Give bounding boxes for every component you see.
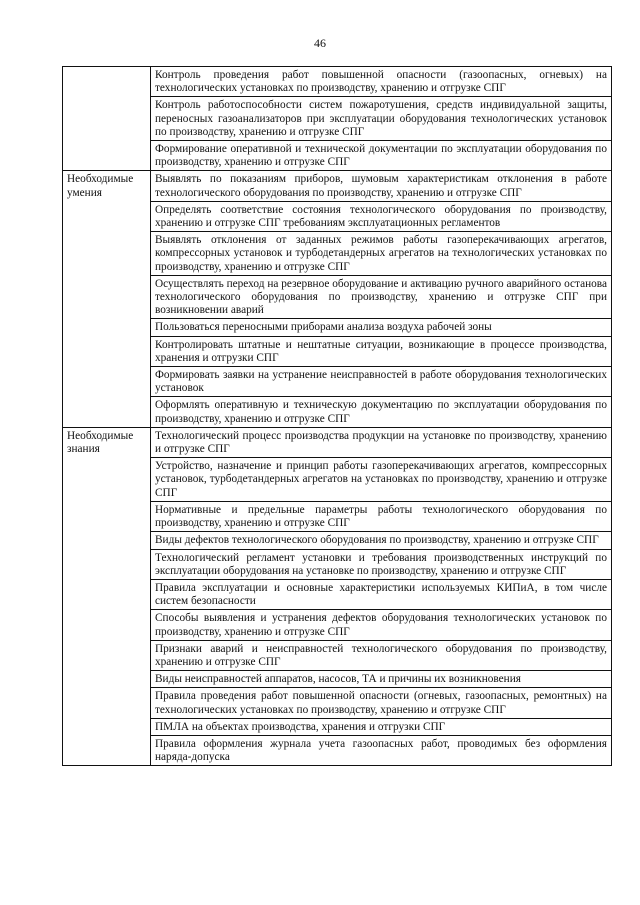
table-cell: Виды дефектов технологического оборудования по производству, хранению и отгрузке СПГ [151,532,612,549]
table-cell: Признаки аварий и неисправностей технологического оборудования по производству, хранению и отгрузке СПГ [151,640,612,670]
table-cell: Виды неисправностей аппаратов, насосов, ТА и причины их возникновения [151,671,612,688]
section-label [63,67,151,171]
table-cell: Способы выявления и устранения дефектов оборудования технологических установок по производству, хранению и отгрузке СПГ [151,610,612,640]
table-row [63,171,612,201]
table-row [63,427,612,457]
table-cell: Технологический регламент установки и требования производственных инструкций по эксплуатации оборудования на установке по производству, хранению и отгрузке СПГ [151,549,612,579]
table-cell: Оформлять оперативную и техническую документацию по эксплуатации оборудования по производству, хранению и отгрузке СПГ [151,397,612,427]
table-cell: Правила оформления журнала учета газоопасных работ, проводимых без оформления наряда-допуска [151,735,612,765]
table-cell: Осуществлять переход на резервное оборудование и активацию ручного аварийного останова технологического оборудования по производству, хранению и отгрузке СПГ при возникновении аварий [151,275,612,319]
table-cell: Технологический процесс производства продукции на установке по производству, хранению и отгрузке СПГ [151,427,612,457]
table-cell: Правила эксплуатации и основные характеристики используемых КИПиА, в том числе систем безопасности [151,579,612,609]
table-cell: Нормативные и предельные параметры работы технологического оборудования по производству, хранению и отгрузке СПГ [151,501,612,531]
section-label: Необходимые знания [63,427,151,765]
section-label: Необходимые умения [63,171,151,427]
table-cell: ПМЛА на объектах производства, хранения и отгрузки СПГ [151,718,612,735]
table-cell: Формировать заявки на устранение неисправностей в работе оборудования технологических установок [151,367,612,397]
table-cell: Определять соответствие состояния технологического оборудования по производству, хранению и отгрузке СПГ требованиям эксплуатационных регламентов [151,201,612,231]
table-row [63,67,612,97]
page-number: 46 [314,36,326,50]
table-cell: Выявлять отклонения от заданных режимов работы газоперекачивающих агрегатов, компрессорных установок и турбодетандерных агрегатов на технологических установках по производству, хранению и отгрузке СПГ [151,232,612,276]
competency-table [62,66,612,766]
table-cell: Выявлять по показаниям приборов, шумовым характеристикам отклонения в работе технологического оборудования по производству, хранению и отгрузке СПГ [151,171,612,201]
table-cell: Пользоваться переносными приборами анализа воздуха рабочей зоны [151,319,612,336]
table-cell: Контролировать штатные и нештатные ситуации, возникающие в процессе производства, хранения и отгрузки СПГ [151,336,612,366]
table-cell: Контроль работоспособности систем пожаротушения, средств индивидуальной защиты, переносных газоанализаторов при эксплуатации оборудования технологических установок по производству, хранению и отгрузке СПГ [151,97,612,141]
table-cell: Устройство, назначение и принцип работы газоперекачивающих агрегатов, компрессорных установок, турбодетандерных агрегатов на установках по производству, хранению и отгрузке СПГ [151,458,612,502]
table-cell: Формирование оперативной и технической документации по эксплуатации оборудования по производству, хранению и отгрузке СПГ [151,141,612,171]
table-cell: Правила проведения работ повышенной опасности (огневых, газоопасных, ремонтных) на технологических установках по производству, хранению и отгрузке СПГ [151,688,612,718]
table-cell: Контроль проведения работ повышенной опасности (газоопасных, огневых) на технологических установках по производству, хранению и отгрузке СПГ [151,67,612,97]
